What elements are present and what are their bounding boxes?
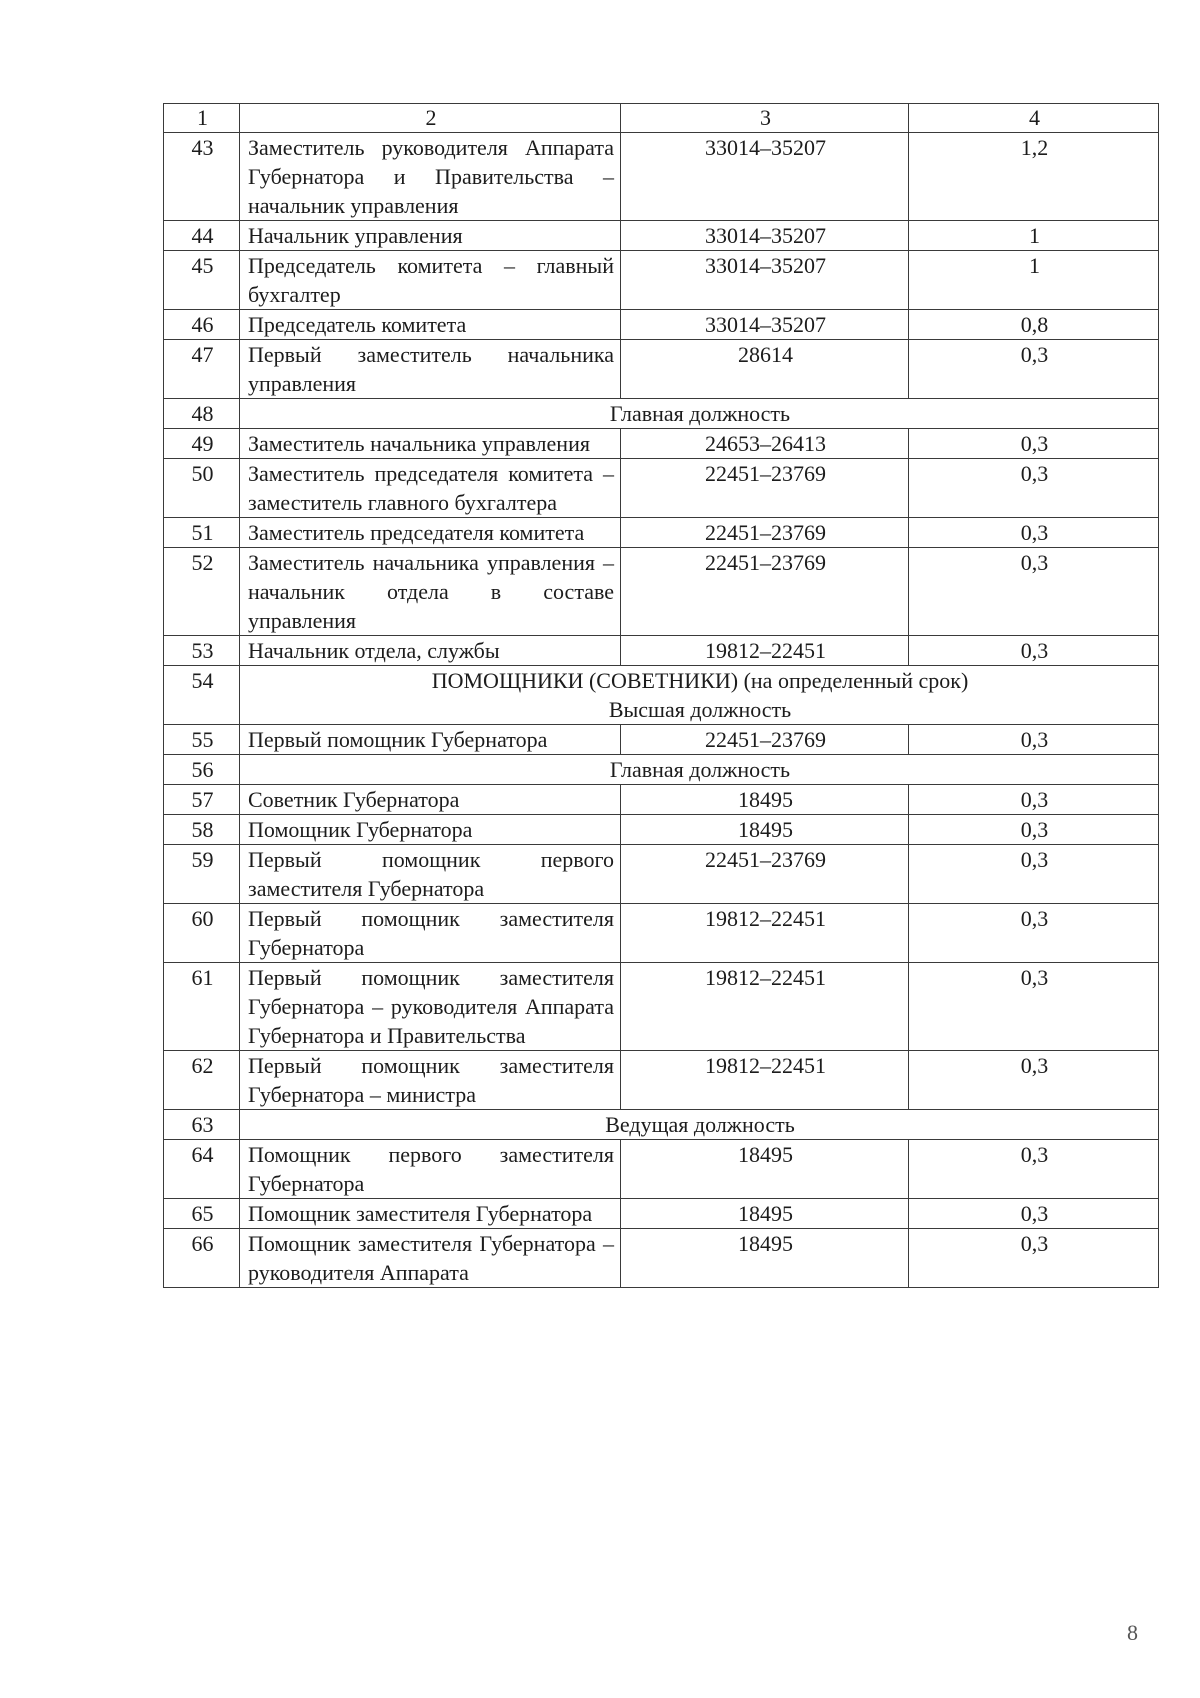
page-number: 8 — [1127, 1620, 1138, 1645]
coefficient: 0,3 — [909, 548, 1159, 636]
table-row — [164, 636, 1159, 666]
position-title: Первый помощник заместителя Губернатора – министра — [240, 1051, 621, 1110]
coefficient: 1 — [909, 221, 1159, 251]
header-cell-number: 1 — [164, 104, 240, 133]
table-row — [164, 429, 1159, 459]
section-line: Ведущая должность — [605, 1112, 795, 1137]
coefficient: 0,3 — [909, 1229, 1159, 1288]
position-title: Председатель комитета — [240, 310, 621, 340]
row-number: 64 — [164, 1140, 240, 1199]
row-number: 45 — [164, 251, 240, 310]
salary-range: 22451–23769 — [621, 725, 909, 755]
row-number: 49 — [164, 429, 240, 459]
section-line: Главная должность — [609, 401, 791, 426]
table-header-row — [164, 104, 1159, 133]
salary-range: 22451–23769 — [621, 518, 909, 548]
position-title: Заместитель руководителя Аппарата Губернатора и Правительства – начальник управления — [240, 133, 621, 221]
coefficient: 0,3 — [909, 963, 1159, 1051]
coefficient: 1 — [909, 251, 1159, 310]
position-title: Начальник управления — [240, 221, 621, 251]
salary-range: 18495 — [621, 1199, 909, 1229]
salary-range: 33014–35207 — [621, 221, 909, 251]
salary-range: 18495 — [621, 1229, 909, 1288]
salary-range: 18495 — [621, 785, 909, 815]
row-number: 48 — [164, 399, 240, 429]
coefficient: 0,3 — [909, 904, 1159, 963]
row-number: 59 — [164, 845, 240, 904]
row-number: 62 — [164, 1051, 240, 1110]
section-title — [240, 666, 1159, 725]
table-row — [164, 1229, 1159, 1288]
coefficient: 0,3 — [909, 459, 1159, 518]
position-title: Начальник отдела, службы — [240, 636, 621, 666]
salary-range: 22451–23769 — [621, 459, 909, 518]
position-title: Помощник заместителя Губернатора — [240, 1199, 621, 1229]
table-row — [164, 1051, 1159, 1110]
section-row — [164, 1110, 1159, 1140]
section-title — [240, 755, 1159, 785]
position-title: Заместитель председателя комитета — [240, 518, 621, 548]
salary-range: 33014–35207 — [621, 251, 909, 310]
row-number: 55 — [164, 725, 240, 755]
row-number: 52 — [164, 548, 240, 636]
row-number: 57 — [164, 785, 240, 815]
section-line: ПОМОЩНИКИ (СОВЕТНИКИ) (на определенный срок) — [431, 668, 969, 693]
salary-range: 22451–23769 — [621, 548, 909, 636]
salary-range: 22451–23769 — [621, 845, 909, 904]
coefficient: 0,3 — [909, 518, 1159, 548]
position-title: Первый помощник заместителя Губернатора — [240, 904, 621, 963]
row-number: 61 — [164, 963, 240, 1051]
coefficient: 0,3 — [909, 636, 1159, 666]
table-row — [164, 904, 1159, 963]
salary-range: 18495 — [621, 815, 909, 845]
row-number: 54 — [164, 666, 240, 725]
row-number: 60 — [164, 904, 240, 963]
table-row — [164, 815, 1159, 845]
salary-table — [163, 103, 1159, 1288]
row-number: 43 — [164, 133, 240, 221]
table-row — [164, 845, 1159, 904]
coefficient: 1,2 — [909, 133, 1159, 221]
coefficient: 0,3 — [909, 340, 1159, 399]
coefficient: 0,3 — [909, 1051, 1159, 1110]
position-title: Советник Губернатора — [240, 785, 621, 815]
coefficient: 0,3 — [909, 1199, 1159, 1229]
row-number: 46 — [164, 310, 240, 340]
header-cell-salary: 3 — [621, 104, 909, 133]
section-title — [240, 1110, 1159, 1140]
coefficient: 0,3 — [909, 1140, 1159, 1199]
salary-range: 33014–35207 — [621, 133, 909, 221]
row-number: 63 — [164, 1110, 240, 1140]
header-cell-position: 2 — [240, 104, 621, 133]
position-title: Заместитель начальника управления – начальник отдела в составе управления — [240, 548, 621, 636]
salary-range: 19812–22451 — [621, 636, 909, 666]
row-number: 65 — [164, 1199, 240, 1229]
table-row — [164, 310, 1159, 340]
section-row — [164, 399, 1159, 429]
position-title: Первый заместитель начальника управления — [240, 340, 621, 399]
position-title: Заместитель начальника управления — [240, 429, 621, 459]
table-row — [164, 963, 1159, 1051]
table-row — [164, 518, 1159, 548]
section-line: Высшая должность — [608, 697, 792, 722]
row-number: 51 — [164, 518, 240, 548]
coefficient: 0,3 — [909, 725, 1159, 755]
section-line: Главная должность — [609, 757, 791, 782]
salary-range: 28614 — [621, 340, 909, 399]
table-row — [164, 221, 1159, 251]
section-row — [164, 755, 1159, 785]
position-title: Первый помощник Губернатора — [240, 725, 621, 755]
header-cell-coefficient: 4 — [909, 104, 1159, 133]
section-title — [240, 399, 1159, 429]
row-number: 44 — [164, 221, 240, 251]
row-number: 66 — [164, 1229, 240, 1288]
table-row — [164, 340, 1159, 399]
coefficient: 0,3 — [909, 845, 1159, 904]
coefficient: 0,8 — [909, 310, 1159, 340]
coefficient: 0,3 — [909, 815, 1159, 845]
salary-range: 19812–22451 — [621, 1051, 909, 1110]
table-row — [164, 785, 1159, 815]
table-row — [164, 1199, 1159, 1229]
row-number: 50 — [164, 459, 240, 518]
table-row — [164, 725, 1159, 755]
salary-range: 19812–22451 — [621, 963, 909, 1051]
position-title: Помощник заместителя Губернатора – руководителя Аппарата — [240, 1229, 621, 1288]
row-number: 56 — [164, 755, 240, 785]
position-title: Заместитель председателя комитета – заместитель главного бухгалтера — [240, 459, 621, 518]
table-row — [164, 251, 1159, 310]
position-title: Председатель комитета – главный бухгалтер — [240, 251, 621, 310]
row-number: 58 — [164, 815, 240, 845]
salary-range: 33014–35207 — [621, 310, 909, 340]
section-row — [164, 666, 1159, 725]
table-row — [164, 548, 1159, 636]
table-row — [164, 459, 1159, 518]
row-number: 53 — [164, 636, 240, 666]
salary-range: 18495 — [621, 1140, 909, 1199]
row-number: 47 — [164, 340, 240, 399]
table-row — [164, 133, 1159, 221]
salary-range: 19812–22451 — [621, 904, 909, 963]
coefficient: 0,3 — [909, 429, 1159, 459]
position-title: Помощник первого заместителя Губернатора — [240, 1140, 621, 1199]
position-title: Помощник Губернатора — [240, 815, 621, 845]
position-title: Первый помощник заместителя Губернатора – руководителя Аппарата Губернатора и Правительства — [240, 963, 621, 1051]
coefficient: 0,3 — [909, 785, 1159, 815]
table-row — [164, 1140, 1159, 1199]
salary-range: 24653–26413 — [621, 429, 909, 459]
position-title: Первый помощник первого заместителя Губернатора — [240, 845, 621, 904]
